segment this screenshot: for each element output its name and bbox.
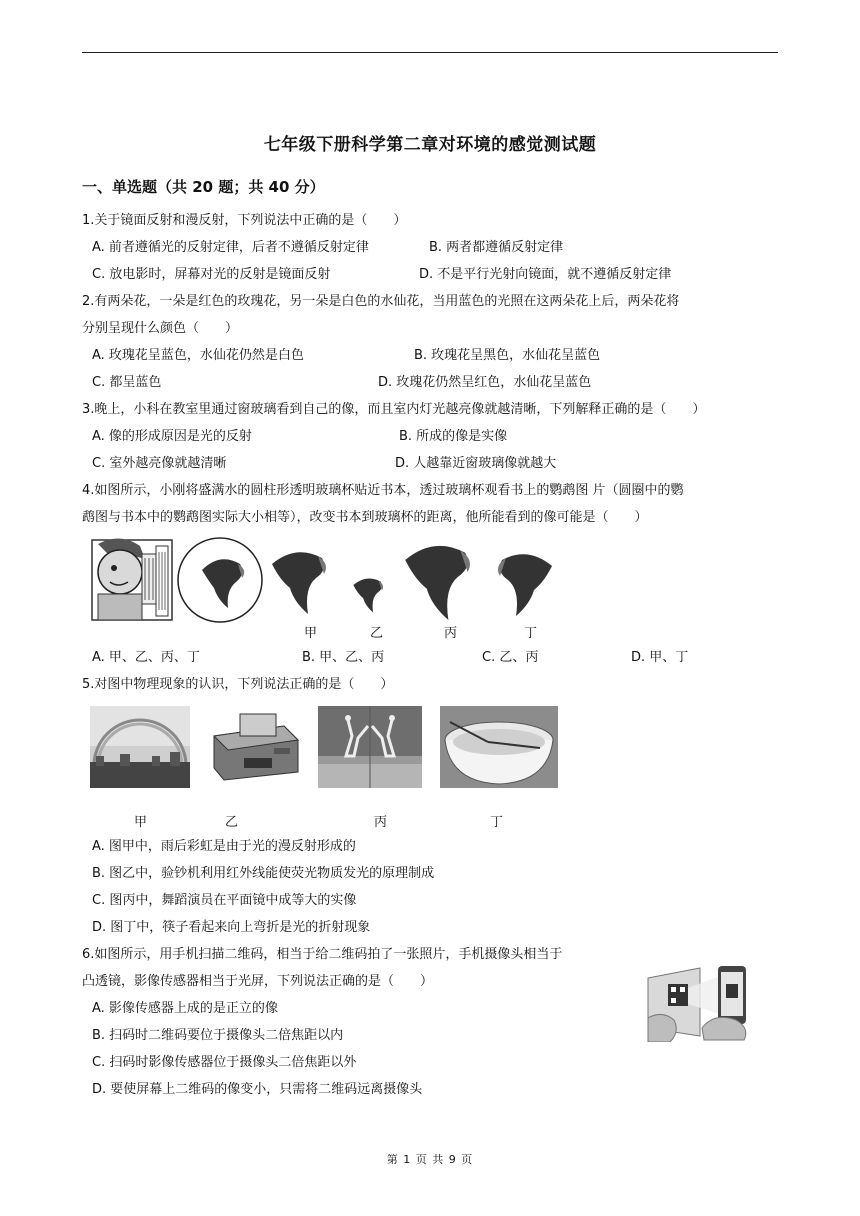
- q5-figure-label-bing: 丙: [374, 815, 388, 830]
- q4-option-b: B. 甲、乙、丙: [302, 650, 385, 665]
- q4-figure-label-bing: 丙: [444, 626, 458, 641]
- q3-option-d: D. 人越靠近窗玻璃像就越大: [395, 456, 557, 471]
- q5-option-d: D. 图丁中，筷子看起来向上弯折是光的折射现象: [92, 920, 371, 935]
- q1-stem: 1.关于镜面反射和漫反射，下列说法中正确的是（ ）: [82, 213, 407, 228]
- chopstick-bowl-photo: [440, 706, 558, 788]
- q1-option-b: B. 两者都遵循反射定律: [429, 240, 564, 255]
- q5-option-a: A. 图甲中，雨后彩虹是由于光的漫反射形成的: [92, 839, 356, 854]
- q3-option-a: A. 像的形成原因是光的反射: [92, 429, 252, 444]
- q4-figure-label-yi: 乙: [370, 626, 384, 641]
- q4-figure-label-ding: 丁: [524, 626, 538, 641]
- q6-option-c: C. 扫码时影像传感器位于摄像头二倍焦距以外: [92, 1055, 357, 1070]
- q6-option-a: A. 影像传感器上成的是正立的像: [92, 1001, 278, 1016]
- q4-option-c: C. 乙、丙: [482, 650, 539, 665]
- parrot-images-figure: [262, 536, 572, 626]
- q4-stem-line1: 4.如图所示，小刚将盛满水的圆柱形透明玻璃杯贴近书本，透过玻璃杯观看书上的鹦鹉图 片（圆圈中的鹦: [82, 483, 684, 498]
- q5-option-c: C. 图丙中，舞蹈演员在平面镜中成等大的实像: [92, 893, 357, 908]
- q5-stem: 5.对图中物理现象的认识，下列说法正确的是（ ）: [82, 677, 394, 692]
- section-heading: 一、单选题（共 20 题；共 40 分）: [82, 178, 325, 196]
- header-rule: [82, 52, 778, 53]
- money-counter-photo: [204, 706, 304, 788]
- q2-option-d: D. 玫瑰花仍然呈红色，水仙花呈蓝色: [378, 375, 592, 390]
- q5-option-b: B. 图乙中，验钞机利用红外线能使荧光物质发光的原理制成: [92, 866, 435, 881]
- q3-option-c: C. 室外越亮像就越清晰: [92, 456, 227, 471]
- q5-figure-label-yi: 乙: [225, 815, 239, 830]
- q1-option-a: A. 前者遵循光的反射定律，后者不遵循反射定律: [92, 240, 369, 255]
- page-title: 七年级下册科学第二章对环境的感觉测试题: [263, 135, 597, 155]
- q2-stem-line1: 2.有两朵花，一朵是红色的玫瑰花，另一朵是白色的水仙花，当用蓝色的光照在这两朵花上后，两朵花将: [82, 294, 680, 309]
- q4-option-a: A. 甲、乙、丙、丁: [92, 650, 200, 665]
- q3-stem: 3.晚上，小科在教室里通过窗玻璃看到自己的像，而且室内灯光越亮像就越清晰，下列解释正确的是（ ）: [82, 402, 706, 417]
- q2-option-c: C. 都呈蓝色: [92, 375, 162, 390]
- q5-figure-label-ding: 丁: [490, 815, 504, 830]
- q3-option-b: B. 所成的像是实像: [399, 429, 508, 444]
- q1-option-c: C. 放电影时，屏幕对光的反射是镜面反射: [92, 267, 331, 282]
- q6-option-b: B. 扫码时二维码要位于摄像头二倍焦距以内: [92, 1028, 344, 1043]
- q1-option-d: D. 不是平行光射向镜面，就不遵循反射定律: [419, 267, 672, 282]
- q5-figure-label-jia: 甲: [134, 815, 148, 830]
- q6-stem-line1: 6.如图所示，用手机扫描二维码，相当于给二维码拍了一张照片，手机摄像头相当于: [82, 947, 563, 962]
- q6-stem-line2: 凸透镜，影像传感器相当于光屏，下列说法正确的是（ ）: [82, 974, 434, 989]
- q2-stem-line2: 分别呈现什么颜色（ ）: [82, 321, 239, 336]
- rainbow-photo: [90, 706, 190, 788]
- q2-option-b: B. 玫瑰花呈黑色，水仙花呈蓝色: [414, 348, 601, 363]
- boy-reading-glass-figure: [90, 534, 270, 626]
- phone-scan-qr-figure: [644, 958, 752, 1042]
- q4-figure-label-jia: 甲: [304, 626, 318, 641]
- q4-option-d: D. 甲、丁: [631, 650, 689, 665]
- page-footer: 第 1 页 共 9 页: [386, 1153, 474, 1166]
- q4-stem-line2: 鹉图与书本中的鹦鹉图实际大小相等），改变书本到玻璃杯的距离，他所能看到的像可能是（ ）: [82, 510, 648, 525]
- dancers-mirror-photo: [318, 706, 422, 788]
- q2-option-a: A. 玫瑰花呈蓝色，水仙花仍然是白色: [92, 348, 304, 363]
- q6-option-d: D. 要使屏幕上二维码的像变小，只需将二维码远离摄像头: [92, 1082, 423, 1097]
